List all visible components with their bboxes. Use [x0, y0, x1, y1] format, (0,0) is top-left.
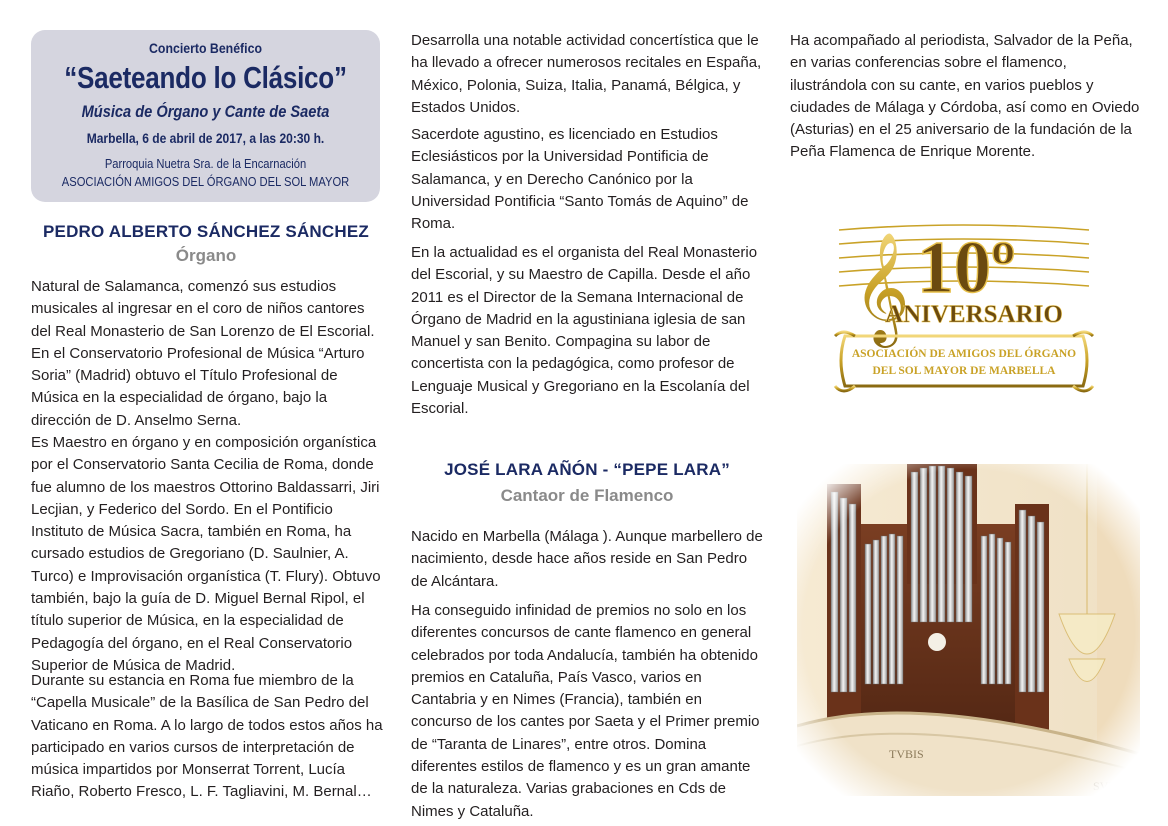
- treble-clef-icon: 𝄞: [853, 231, 910, 343]
- concert-organizer: ASOCIACIÓN AMIGOS DEL ÓRGANO DEL SOL MAYOR: [61, 174, 350, 189]
- anniversary-number: 10º: [917, 227, 1016, 309]
- concert-title: “Saeteando lo Clásico”: [64, 60, 347, 95]
- concert-header-box: [31, 30, 380, 202]
- concert-venue: Parroquia Nuetra Sra. de la Encarnación: [104, 156, 307, 171]
- organ-photo: [797, 464, 1140, 796]
- performer1-bio-6: En la actualidad es el organista del Real Monasterio del Escorial, y su Maestro de Capilla. Desde el año 2011 es el Director de la Semana Internacional de Órgano de Madrid en la agustiniana iglesia de san Manuel y san Benito. Compagina su labor de concertista con la pedagógica, como profesor de Lenguaje Musical y Gregoriano en la Escolanía del Escorial.: [411, 244, 758, 418]
- concert-kicker: Concierto Benéfico: [149, 40, 262, 56]
- logo-line-2: DEL SOL MAYOR DE MARBELLA: [872, 365, 1056, 377]
- performer1-bio-4: Desarrolla una notable actividad concertística que le ha llevado a ofrecer numerosos recitales en España, México, Polonia, Suiza, Italia, Panamá, Bélgica, y Estados Unidos.: [411, 32, 762, 116]
- performer1-bio-3: Durante su estancia en Roma fue miembro de la “Capella Musicale” de la Basílica de San Pedro del Vaticano en Roma. A lo largo de todos estos años ha participado en varios cursos de interpretación de música impartidos por Monserrat Torrent, Lucía Riaño, Roberto Fresco, L. F. Tagliavini, M. Bernal…: [31, 672, 383, 801]
- logo-line-1: ASOCIACIÓN DE AMIGOS DEL ÓRGANO: [851, 348, 1077, 360]
- performer2-bio-2: Ha conseguido infinidad de premios no solo en los diferentes concursos de cante flamenco en general celebrados por toda Andalucía, también ha obtenido premios en Cataluña, País Vasco, varios en Cantabria y en Nimes (Francia), también en concurso de los cantes por Saeta y el Primer premio de “Taranta de Linares”, entre otros. Domina diferentes estilos de flamenco y es un gran amante de la naturaleza. Varias grabaciones en Cds de Nimes y Cataluña.: [411, 602, 760, 820]
- concert-date: Marbella, 6 de abril de 2017, a las 20:30 h.: [86, 130, 325, 146]
- performer2-bio-1: Nacido en Marbella (Málaga ). Aunque marbellero de nacimiento, desde hace años reside en San Pedro de Alcántara.: [411, 528, 763, 590]
- performer2-role: Cantaor de Flamenco: [500, 486, 674, 505]
- performer1-bio-2: Es Maestro en órgano y en composición organística por el Conservatorio Santa Cecilia de Roma, donde fue alumno de los maestros Ottorino Baldassarri, Jiri Lecjian, y Federico del Sordo. En el Pontificio Instituto de Música Sacra, también en Roma, ha cursado estudios de Gregoriano (D. Saulnier, A. Turco) e Improvisación organística (T. Flury). Obtuvo también, bajo la guía de D. Miguel Bernal Ripol, el título superior de Música, en la especialidad de Pedagogía del órgano, en el Real Conservatorio Superior de Música de Madrid.: [31, 434, 381, 674]
- performer2-name: JOSÉ LARA AÑÓN - “PEPE LARA”: [444, 460, 730, 479]
- performer1-role: Órgano: [175, 246, 237, 265]
- performer1-name: PEDRO ALBERTO SÁNCHEZ SÁNCHEZ: [43, 222, 369, 241]
- performer1-bio-5: Sacerdote agustino, es licenciado en Estudios Eclesiásticos por la Universidad Pontificia de Salamanca, y en Derecho Canónico por la Universidad Pontificia “Santo Tomás de Aquino” de Roma.: [411, 126, 749, 233]
- concert-subtitle: Música de Órgano y Cante de Saeta: [81, 102, 330, 121]
- anniversary-word: ANIVERSARIO: [885, 301, 1063, 328]
- performer2-bio-3: Ha acompañado al periodista, Salvador de la Peña, en varias conferencias sobre el flamenco, ilustrándola con su cante, en varios pueblos y ciudades de Málaga y Córdoba, así como en Oviedo (Asturias) en el 25 aniversario de la fundación de la Peña Flamenca de Enrique Morente.: [790, 32, 1140, 161]
- performer1-bio-1: Natural de Salamanca, comenzó sus estudios musicales al ingresar en el coro de niños cantores del Real Monasterio de San Lorenzo de El Escorial. En el Conservatorio Profesional de Música “Arturo Soria” (Madrid) obtuvo el Título Profesional de Música en la especialidad de órgano, bajo la dirección de D. Anselmo Serna.: [31, 278, 375, 429]
- anniversary-logo: [833, 210, 1095, 416]
